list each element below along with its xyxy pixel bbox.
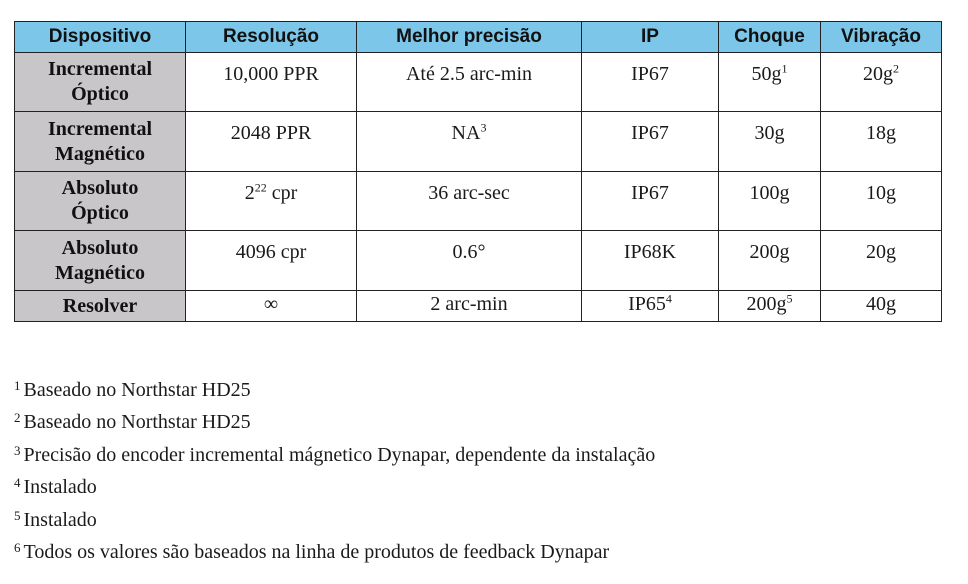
footnote-mark: 1: [14, 378, 21, 393]
table-row: [15, 53, 942, 112]
footnote-text: Instalado: [23, 508, 97, 531]
precision-cell: $NA^3$: [357, 112, 582, 172]
vibration-cell: 10g: [821, 172, 942, 231]
table-row: [15, 172, 942, 231]
shock-cell: $200g^5$: [719, 291, 821, 322]
vibration-cell: $20g^2$: [821, 53, 942, 112]
precision-cell: 0.6°: [357, 231, 582, 291]
encoder-comparison-table: [14, 21, 942, 322]
header-ip: IP: [582, 22, 719, 53]
resolution-cell: 10,000 PPR: [186, 53, 357, 112]
ip-cell: IP67: [582, 53, 719, 112]
vibration-cell: 18g: [821, 112, 942, 172]
ip-cell: IP67: [582, 172, 719, 231]
shock-cell: $50g^1$: [719, 53, 821, 112]
footnote: [14, 502, 934, 534]
table-row: [15, 291, 942, 322]
ip-cell: IP68K: [582, 231, 719, 291]
footnote-mark: 3: [14, 442, 21, 458]
device-line2: Magnético: [55, 142, 145, 165]
device-line1: Incremental: [47, 117, 153, 140]
shock-cell: 100g: [719, 172, 821, 231]
header-device: Dispositivo: [15, 22, 186, 53]
resolution-cell: $2^{22}$ cpr: [186, 172, 357, 231]
device-line1: Absoluto: [61, 177, 139, 199]
footnote: [14, 404, 934, 436]
device-line2: Óptico: [71, 83, 129, 105]
vibration-cell: 20g: [821, 231, 942, 291]
device-line1: Incremental: [47, 58, 153, 80]
vibration-cell: 40g: [821, 291, 942, 322]
footnote-mark: 6: [14, 540, 21, 556]
shock-cell: 200g: [719, 231, 821, 291]
header-precision: Melhor precisão: [357, 22, 582, 53]
footnote: [14, 437, 934, 469]
footnote-mark: 5: [14, 507, 21, 523]
footnote-text: Precisão do encoder incremental mágnetico Dynapar, dependente da instalação: [23, 443, 656, 466]
shock-cell: 30g: [719, 112, 821, 172]
footnote-mark: 4: [14, 475, 21, 491]
device-line2: Óptico: [71, 202, 129, 224]
table-row: [15, 231, 942, 291]
precision-cell: Até 2.5 arc-min: [357, 53, 582, 112]
precision-cell: 36 arc-sec: [357, 172, 582, 231]
footnote-mark: 2: [14, 410, 21, 426]
header-vibration: Vibração: [821, 22, 942, 53]
precision-cell: 2 arc-min: [357, 291, 582, 322]
footnotes: [14, 372, 934, 566]
ip-cell: IP67: [582, 112, 719, 172]
footnote: [14, 469, 934, 501]
header-resolution: Resolução: [186, 22, 357, 53]
resolution-cell: 4096 cpr: [186, 231, 357, 291]
device-cell: [15, 53, 186, 112]
device-cell: [15, 172, 186, 231]
device-cell: [15, 112, 186, 172]
device-line1: Resolver: [62, 295, 138, 317]
device-line2: Magnético: [55, 261, 145, 284]
footnote-text: Instalado: [23, 476, 97, 499]
footnote-text: Todos os valores são baseados na linha de produtos de feedback Dynapar: [23, 541, 610, 564]
ip-cell: $IP65^4$: [582, 291, 719, 322]
resolution-cell: ∞: [186, 291, 357, 322]
header-row: [15, 22, 942, 53]
footnote-text: Baseado no Northstar HD25: [23, 411, 251, 434]
device-line1: Absoluto: [61, 236, 139, 259]
table-row: [15, 112, 942, 172]
footnote: [14, 534, 934, 566]
footnote-text: Baseado no Northstar HD25: [23, 379, 251, 401]
resolution-cell: 2048 PPR: [186, 112, 357, 172]
device-cell: [15, 291, 186, 322]
device-cell: [15, 231, 186, 291]
footnote: [14, 372, 934, 404]
header-shock: Choque: [719, 22, 821, 53]
